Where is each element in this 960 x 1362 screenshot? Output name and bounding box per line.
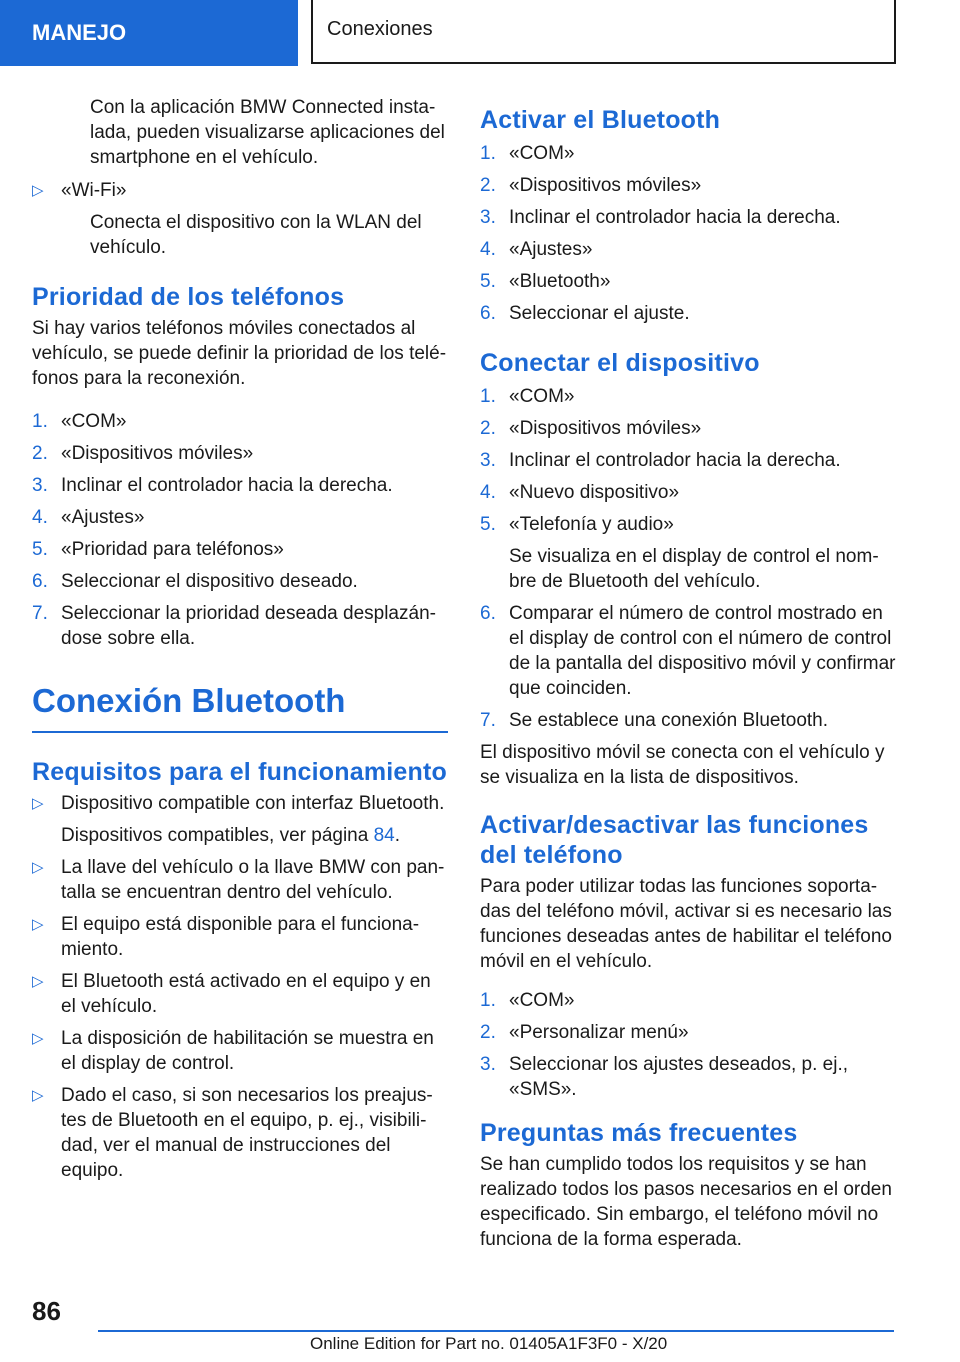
step-item: 6. Seleccionar el dispositivo deseado. xyxy=(32,571,358,592)
priority-steps xyxy=(32,409,448,651)
connect-steps xyxy=(480,384,896,733)
priority-heading: Prioridad de los teléfonos xyxy=(32,283,345,311)
requirements-list xyxy=(32,791,448,1183)
step-item: 1. «COM» xyxy=(480,990,575,1011)
step-item: 6. Comparar el número de control mostrado en el display de control con el número de control de la pantalla del dispositivo móvil y confirmar que coinciden. xyxy=(480,603,896,699)
triangle-bullet-icon: ▷ xyxy=(32,859,44,876)
chapter-tab xyxy=(311,0,896,64)
list-item: ▷ Dispositivo compatible con interfaz Bluetooth. Dispositivos compatibles, ver página 84. xyxy=(32,791,448,848)
bluetooth-chapter-heading: Conexión Bluetooth xyxy=(32,681,448,733)
step-item: 5. «Telefonía y audio» Se visualiza en el display de control el nombre de Bluetooth del vehículo. xyxy=(480,512,896,594)
step-item: 1. «COM» xyxy=(480,386,575,407)
footer-divider xyxy=(98,1330,894,1332)
triangle-bullet-icon: ▷ xyxy=(32,1030,44,1047)
step-item: 2. «Personalizar menú» xyxy=(480,1022,689,1043)
step-item: 7. Seleccionar la prioridad deseada desplazándose sobre ella. xyxy=(32,603,436,649)
list-item: ▷ La disposición de habilitación se muestra en el display de control. xyxy=(32,1028,434,1074)
faq-heading: Preguntas más frecuentes xyxy=(480,1119,798,1147)
left-column xyxy=(32,95,448,1190)
chapter-title: Conexiones xyxy=(327,18,433,40)
activate-steps xyxy=(480,141,896,326)
triangle-bullet-icon: ▷ xyxy=(32,1087,44,1104)
step-note: Se visualiza en el display de control el nombre de Bluetooth del vehículo. xyxy=(509,546,879,592)
step-item: 2. «Dispositivos móviles» xyxy=(32,443,254,464)
page-header xyxy=(0,0,960,68)
wifi-list xyxy=(32,178,448,260)
list-item: ▷ El equipo está disponible para el funcionamiento. xyxy=(32,914,420,960)
activate-bluetooth-heading: Activar el Bluetooth xyxy=(480,106,721,134)
list-item: ▷ El Bluetooth está activado en el equipo y en el vehículo. xyxy=(32,971,431,1017)
step-item: 6. Seleccionar el ajuste. xyxy=(480,303,690,324)
priority-text: Si hay varios teléfonos móviles conectados al vehículo, se puede definir la prioridad de los teléfonos para la reconexión. xyxy=(32,318,447,389)
requirements-heading: Requisitos para el funcionamiento xyxy=(32,758,447,786)
wifi-description: Conecta el dispositivo con la WLAN del vehículo. xyxy=(90,212,422,258)
step-item: 3. Inclinar el controlador hacia la derecha. xyxy=(480,207,841,228)
triangle-bullet-icon: ▷ xyxy=(32,916,44,933)
list-item: ▷ Dado el caso, si son necesarios los preajustes de Bluetooth en el equipo, p. ej., visibilidad, ver el manual de instrucciones del equipo. xyxy=(32,1085,433,1181)
step-item: 3. Inclinar el controlador hacia la derecha. xyxy=(480,450,841,471)
step-item: 4. «Ajustes» xyxy=(480,239,593,260)
list-item xyxy=(32,178,448,260)
step-item: 1. «COM» xyxy=(480,143,575,164)
footer-edition: Online Edition for Part no. 01405A1F3F0 - X/20 xyxy=(310,1334,668,1353)
step-item: 1. «COM» xyxy=(32,411,127,432)
step-item: 4. «Ajustes» xyxy=(32,507,145,528)
phone-functions-heading: Activar/desactivar las funciones del teléfono xyxy=(480,811,869,869)
connect-result-text: El dispositivo móvil se conecta con el vehículo y se visualiza en la lista de dispositivos. xyxy=(480,742,885,788)
triangle-bullet-icon: ▷ xyxy=(32,182,44,199)
compatible-devices-note: Dispositivos compatibles, ver página 84. xyxy=(61,825,401,846)
step-item: 5. «Bluetooth» xyxy=(480,271,611,292)
list-item: ▷ La llave del vehículo o la llave BMW con pantalla se encuentran dentro del vehículo. xyxy=(32,857,445,903)
step-item: 3. Seleccionar los ajustes deseados, p. ej., «SMS». xyxy=(480,1054,849,1100)
step-item: 4. «Nuevo dispositivo» xyxy=(480,482,680,503)
page-link[interactable]: 84 xyxy=(373,825,395,846)
phone-functions-steps xyxy=(480,988,896,1102)
triangle-bullet-icon: ▷ xyxy=(32,973,44,990)
step-item: 5. «Prioridad para teléfonos» xyxy=(32,539,284,560)
triangle-bullet-icon: ▷ xyxy=(32,795,44,812)
step-item: 3. Inclinar el controlador hacia la derecha. xyxy=(32,475,393,496)
connect-device-heading: Conectar el dispositivo xyxy=(480,349,760,377)
phone-functions-text: Para poder utilizar todas las funciones soportadas del teléfono móvil, activar si es necesario las funciones deseadas antes de habilitar el teléfono móvil en el vehículo. xyxy=(480,876,892,972)
step-item: 2. «Dispositivos móviles» xyxy=(480,418,702,439)
wifi-label: «Wi-Fi» xyxy=(61,180,127,201)
right-column xyxy=(480,95,896,1252)
page-number: 86 xyxy=(32,1296,61,1326)
step-item: 2. «Dispositivos móviles» xyxy=(480,175,702,196)
intro-paragraph: Con la aplicación BMW Connected instalada, pueden visualizarse aplicaciones del smartphone en el vehículo. xyxy=(90,97,445,168)
section-tab: MANEJO xyxy=(0,0,298,66)
step-item: 7. Se establece una conexión Bluetooth. xyxy=(480,710,829,731)
faq-text: Se han cumplido todos los requisitos y se han realizado todos los pasos necesarios en el orden especificado. Sin embargo, el teléfono móvil no funciona de la forma esperada. xyxy=(480,1154,892,1250)
